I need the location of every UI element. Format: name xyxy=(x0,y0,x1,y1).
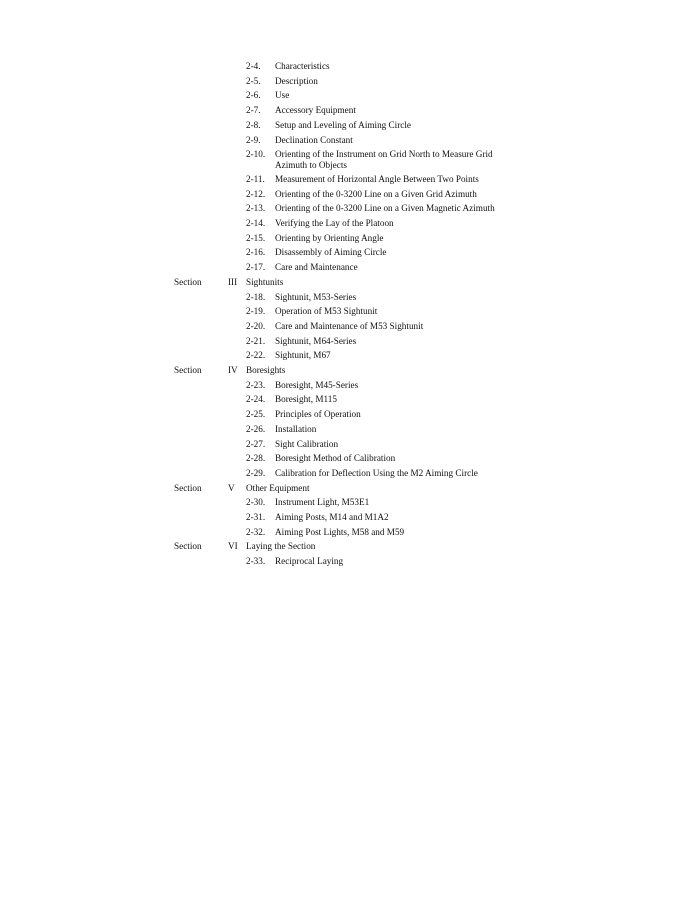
section-number: VI xyxy=(228,541,238,552)
paragraph-title: Accessory Equipment xyxy=(275,105,356,116)
paragraph-number: 2-22. xyxy=(246,350,266,361)
paragraph-title: Sightunit, M67 xyxy=(275,350,331,361)
section-label: Section xyxy=(174,541,202,552)
paragraph-title: Characteristics xyxy=(275,61,330,71)
paragraph-number: 2-7. xyxy=(246,105,261,116)
paragraph-number: 2-9. xyxy=(246,134,261,145)
paragraph-number: 2-31. xyxy=(246,512,266,522)
paragraph-number: 2-15. xyxy=(246,232,266,243)
section-number: V xyxy=(228,482,235,493)
paragraph-number: 2-17. xyxy=(246,262,266,273)
paragraph-title: Description xyxy=(275,75,318,86)
paragraph-title: Sight Calibration xyxy=(275,438,339,449)
section-label: Section xyxy=(174,482,202,493)
paragraph-title: Boresight, M115 xyxy=(275,394,337,405)
paragraph-number: 2-27. xyxy=(246,438,266,449)
paragraph-number: 2-6. xyxy=(246,90,261,101)
paragraph-number: 2-11. xyxy=(246,173,265,184)
section-title: Sightunits xyxy=(246,276,284,287)
section-number: IV xyxy=(228,365,238,375)
paragraph-title-continued: Azimuth to Objects xyxy=(275,160,347,171)
paragraph-title: Setup and Leveling of Aiming Circle xyxy=(275,119,411,130)
paragraph-title: Aiming Posts, M14 and M1A2 xyxy=(275,512,389,522)
section-label: Section xyxy=(174,365,202,375)
paragraph-title: Boresight, M45-Series xyxy=(275,379,359,390)
paragraph-title: Instrument Light, M53E1 xyxy=(275,497,370,508)
paragraph-number: 2-18. xyxy=(246,291,266,302)
paragraph-title: Operation of M53 Sightunit xyxy=(275,306,378,317)
paragraph-number: 2-10. xyxy=(246,149,266,160)
paragraph-number: 2-29. xyxy=(246,467,266,478)
paragraph-number: 2-13. xyxy=(246,203,266,214)
paragraph-number: 2-14. xyxy=(246,218,266,228)
paragraph-number: 2-28. xyxy=(246,453,266,464)
paragraph-title: Use xyxy=(275,90,290,101)
paragraph-title: Principles of Operation xyxy=(275,409,361,420)
paragraph-number: 2-16. xyxy=(246,247,266,258)
section-label: Section xyxy=(174,276,202,287)
paragraph-title: Orienting of the 0-3200 Line on a Given Magnetic Azimuth xyxy=(275,203,495,214)
paragraph-number: 2-25. xyxy=(246,409,266,420)
paragraph-title: Verifying the Lay of the Platoon xyxy=(275,218,394,228)
paragraph-title: Declination Constant xyxy=(275,134,353,145)
paragraph-number: 2-30. xyxy=(246,497,266,508)
paragraph-title: Measurement of Horizontal Angle Between Two Points xyxy=(275,173,479,184)
paragraph-title: Sightunit, M53-Series xyxy=(275,291,357,302)
paragraph-title: Care and Maintenance xyxy=(275,262,358,273)
paragraph-number: 2-32. xyxy=(246,526,266,537)
paragraph-number: 2-26. xyxy=(246,423,266,434)
paragraph-number: 2-5. xyxy=(246,75,261,86)
paragraph-title: Sightunit, M64-Series xyxy=(275,335,357,346)
paragraph-title: Orienting of the Instrument on Grid North to Measure Grid xyxy=(275,149,493,160)
paragraph-number: 2-4. xyxy=(246,61,261,71)
paragraph-title: Disassembly of Aiming Circle xyxy=(275,247,387,258)
paragraph-title: Installation xyxy=(275,423,317,434)
paragraph-number: 2-23. xyxy=(246,379,266,390)
paragraph-number: 2-12. xyxy=(246,188,266,199)
paragraph-number: 2-20. xyxy=(246,320,266,331)
section-title: Laying the Section xyxy=(246,541,316,552)
paragraph-number: 2-24. xyxy=(246,394,266,405)
paragraph-title: Boresight Method of Calibration xyxy=(275,453,396,464)
paragraph-title: Reciprocal Laying xyxy=(275,556,344,567)
section-title: Boresights xyxy=(246,365,286,375)
paragraph-number: 2-33. xyxy=(246,556,266,567)
section-number: III xyxy=(228,276,238,287)
paragraph-number: 2-19. xyxy=(246,306,266,317)
paragraph-title: Orienting of the 0-3200 Line on a Given Grid Azimuth xyxy=(275,188,477,199)
section-title: Other Equipment xyxy=(246,482,310,493)
paragraph-title: Calibration for Deflection Using the M2 Aiming Circle xyxy=(275,467,478,478)
paragraph-title: Orienting by Orienting Angle xyxy=(275,232,384,243)
paragraph-title: Care and Maintenance of M53 Sightunit xyxy=(275,320,424,331)
paragraph-number: 2-21. xyxy=(246,335,266,346)
paragraph-title: Aiming Post Lights, M58 and M59 xyxy=(275,526,405,537)
paragraph-number: 2-8. xyxy=(246,119,261,130)
